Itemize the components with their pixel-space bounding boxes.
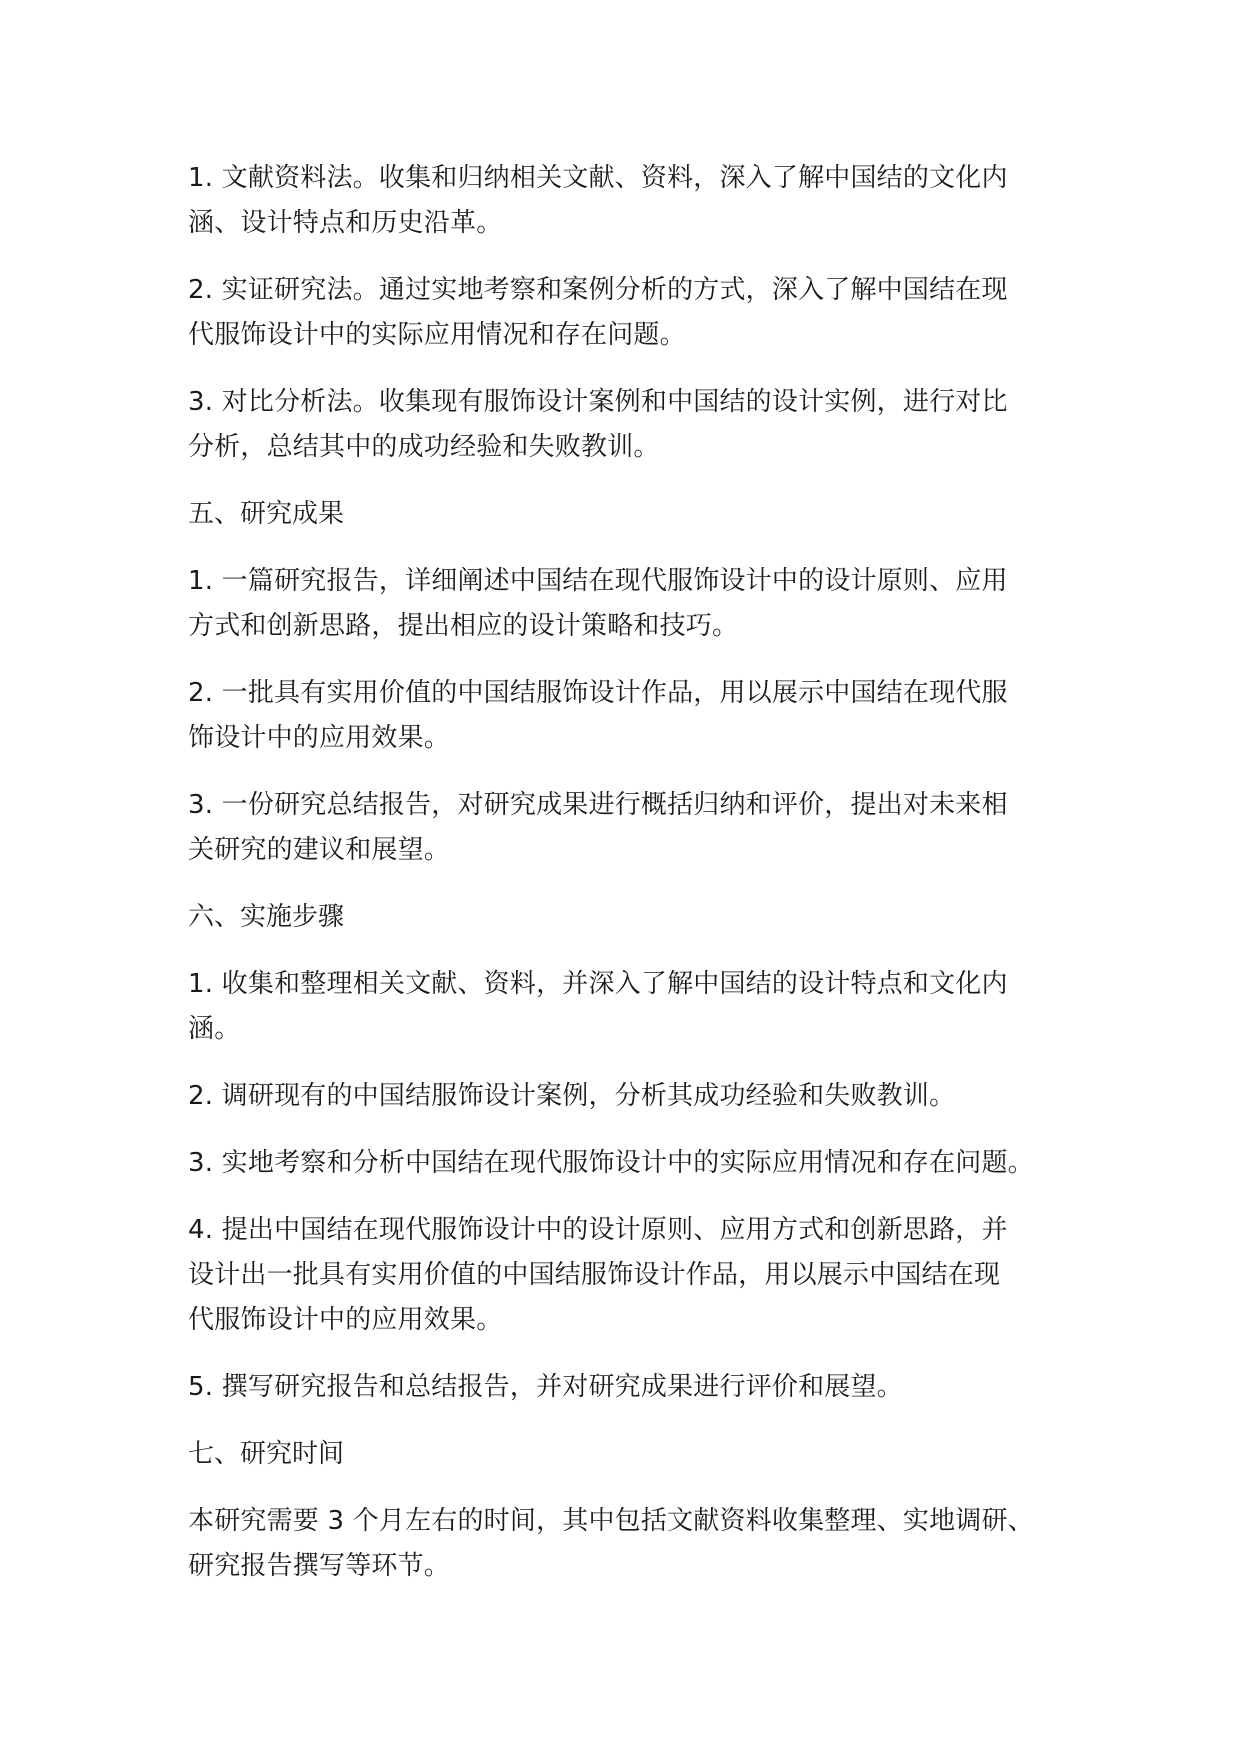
method-empirical: 2. 实证研究法。通过实地考察和案例分析的方式，深入了解中国结在现 代服饰设计中的实际应用情况和存在问题。 — [188, 275, 1008, 350]
method-comparative: 3. 对比分析法。收集现有服饰设计案例和中国结的设计实例，进行对比 分析，总结其中的成功经验和失败教训。 — [188, 387, 1008, 462]
section-heading-time: 七、研究时间 — [188, 1439, 345, 1469]
step-2: 2. 调研现有的中国结服饰设计案例，分析其成功经验和失败教训。 — [188, 1081, 956, 1111]
method-literature: 1. 文献资料法。收集和归纳相关文献、资料，深入了解中国结的文化内 涵、设计特点和历史沿革。 — [188, 163, 1008, 238]
document-body — [188, 156, 1088, 1611]
time-description: 本研究需要 3 个月左右的时间，其中包括文献资料收集整理、实地调研、 研究报告撰写等环节。 — [188, 1506, 1034, 1581]
step-4: 4. 提出中国结在现代服饰设计中的设计原则、应用方式和创新思路，并 设计出一批具有实用价值的中国结服饰设计作品，用以展示中国结在现 代服饰设计中的应用效果。 — [188, 1215, 1008, 1335]
section-heading-results: 五、研究成果 — [188, 499, 345, 529]
result-summary: 3. 一份研究总结报告，对研究成果进行概括归纳和评价，提出对未来相 关研究的建议和展望。 — [188, 790, 1008, 865]
result-report: 1. 一篇研究报告，详细阐述中国结在现代服饰设计中的设计原则、应用 方式和创新思路，提出相应的设计策略和技巧。 — [188, 566, 1008, 641]
step-5: 5. 撰写研究报告和总结报告，并对研究成果进行评价和展望。 — [188, 1372, 903, 1402]
step-1: 1. 收集和整理相关文献、资料，并深入了解中国结的设计特点和文化内 涵。 — [188, 969, 1008, 1044]
section-heading-steps: 六、实施步骤 — [188, 902, 345, 932]
result-works: 2. 一批具有实用价值的中国结服饰设计作品，用以展示中国结在现代服 饰设计中的应用效果。 — [188, 678, 1008, 753]
step-3: 3. 实地考察和分析中国结在现代服饰设计中的实际应用情况和存在问题。 — [188, 1148, 1034, 1178]
